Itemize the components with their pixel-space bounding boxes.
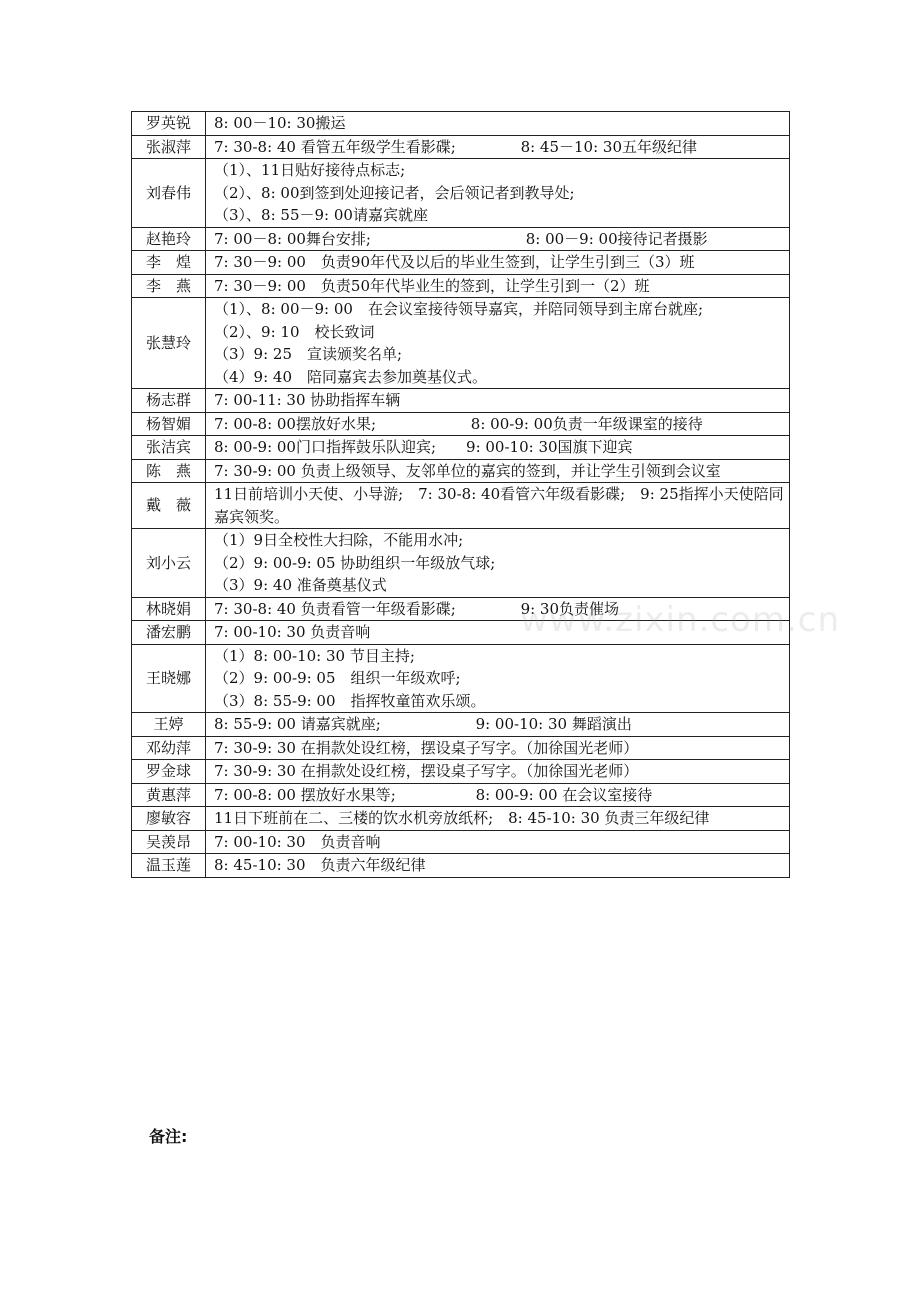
duty-line: （1）8: 00-10: 30 节目主持; [214,646,415,665]
duty-line: （1）、8: 00－9: 00 在会议室接待领导嘉宾，并陪同领导到主席台就座; [214,300,704,318]
duty-table-body [132,112,790,878]
person-name: 张慧玲 [132,298,206,389]
person-name: 李 煌 [132,251,206,275]
duty-cell [206,227,790,251]
table-row [132,597,790,621]
person-name: 罗英锐 [132,112,206,136]
duty-line: （2）9: 00-9: 05 协助组织一年级放气球; [214,553,496,572]
duty-cell [206,251,790,275]
person-name: 杨志群 [132,389,206,413]
duty-line: 8: 55-9: 00 请嘉宾就座; 9: 00-10: 30 舞蹈演出 [214,715,632,733]
table-row [132,783,790,807]
duty-line: 7: 30-9: 00 负责上级领导、友邻单位的嘉宾的签到，并让学生引领到会议室 [214,461,721,480]
note-label: 备注: [149,1127,188,1146]
person-name: 王晓娜 [132,644,206,713]
duty-cell [206,597,790,621]
person-name: 张洁宾 [132,436,206,460]
person-name: 陈 燕 [132,459,206,483]
duty-cell [206,644,790,713]
duty-line: （2）9: 00-9: 05 组织一年级欢呼; [214,669,461,687]
table-row [132,135,790,159]
table-row [132,459,790,483]
duty-cell [206,389,790,413]
duty-line: 8: 00-9: 00门口指挥鼓乐队迎宾; 9: 00-10: 30国旗下迎宾 [214,438,633,456]
duty-line: 7: 00-11: 30 协助指挥车辆 [214,391,401,409]
table-row [132,854,790,878]
duty-line: （1）9日全校性大扫除，不能用水冲; [214,531,464,549]
duty-cell [206,529,790,598]
table-row [132,227,790,251]
duty-line: 7: 00-10: 30 负责音响 [214,623,371,641]
table-row [132,412,790,436]
duty-line: 7: 30-8: 40 负责看管一年级看影碟; 9: 30负责催场 [214,599,620,618]
table-row [132,713,790,737]
duty-line: （1）、11日贴好接待点标志; [214,161,406,179]
duty-cell [206,436,790,460]
table-row [132,112,790,136]
duty-line: 7: 30－9: 00 负责50年代毕业生的签到，让学生引到一（2）班 [214,276,650,295]
duty-cell [206,854,790,878]
table-row [132,529,790,598]
duty-cell [206,483,790,529]
duty-line: （3）9: 25 宣读颁奖名单; [214,345,403,363]
duty-cell [206,736,790,760]
table-row [132,621,790,645]
person-name: 赵艳玲 [132,227,206,251]
table-row [132,736,790,760]
person-name: 刘春伟 [132,159,206,228]
person-name: 邓幼萍 [132,736,206,760]
duty-cell [206,783,790,807]
table-row [132,274,790,298]
duty-line: （4）9: 40 陪同嘉宾去参加奠基仪式。 [214,367,487,386]
duty-cell [206,412,790,436]
table-row [132,436,790,460]
person-name: 王婷 [132,713,206,737]
duty-line: 7: 30-9: 30 在捐款处设红榜，摆设桌子写字。（加徐国光老师） [214,738,639,757]
duty-cell [206,459,790,483]
duty-cell [206,274,790,298]
duty-cell [206,621,790,645]
person-name: 林晓娟 [132,597,206,621]
duty-line: 8: 45-10: 30 负责六年级纪律 [214,856,426,874]
person-name: 李 燕 [132,274,206,298]
duty-line: （2）、8: 00到签到处迎接记者，会后领记者到教导处; [214,183,575,202]
duty-line: 7: 00－8: 00舞台安排; 8: 00－9: 00接待记者摄影 [214,229,708,248]
duty-cell [206,760,790,784]
table-row [132,251,790,275]
duty-line: 11日下班前在二、三楼的饮水机旁放纸杯; 8: 45-10: 30 负责三年级纪律 [214,809,710,827]
person-name: 黄惠萍 [132,783,206,807]
duty-table [131,111,790,878]
table-row [132,298,790,389]
person-name: 杨智媚 [132,412,206,436]
duty-line: 11日前培训小天使、小导游; 7: 30-8: 40看管六年级看影碟; 9: 25指挥小天使陪同嘉宾领奖。 [214,485,784,526]
duty-line: 7: 00-10: 30 负责音响 [214,832,381,851]
duty-line: 7: 30－9: 00 负责90年代及以后的毕业生签到，让学生引到三（3）班 [214,253,695,271]
duty-line: 7: 00-8: 00摆放好水果; 8: 00-9: 00负责一年级课室的接待 [214,414,703,433]
duty-line: （3）、8: 55－9: 00请嘉宾就座 [214,206,428,224]
table-row [132,483,790,529]
table-row [132,807,790,831]
person-name: 戴 薇 [132,483,206,529]
table-row [132,830,790,854]
table-row [132,760,790,784]
duty-line: 7: 00-8: 00 摆放好水果等; 8: 00-9: 00 在会议室接待 [214,785,653,804]
duty-line: （2）、9: 10 校长致词 [214,322,375,341]
person-name: 潘宏鹏 [132,621,206,645]
duty-line: （3）8: 55-9: 00 指挥牧童笛欢乐颂。 [214,691,486,710]
duty-cell [206,807,790,831]
person-name: 张淑萍 [132,135,206,159]
person-name: 刘小云 [132,529,206,598]
table-row [132,389,790,413]
duty-cell [206,135,790,159]
watermark: www.zixin.com.cn [520,600,840,640]
duty-cell [206,713,790,737]
table-row [132,159,790,228]
table-row [132,644,790,713]
person-name: 温玉莲 [132,854,206,878]
duty-cell [206,112,790,136]
duty-cell [206,298,790,389]
duty-line: 7: 30-8: 40 看管五年级学生看影碟; 8: 45－10: 30五年级纪律 [214,137,698,156]
person-name: 罗金球 [132,760,206,784]
duty-line: 8: 00－10: 30搬运 [214,114,346,132]
person-name: 吴羡昂 [132,830,206,854]
duty-line: （3）9: 40 准备奠基仪式 [214,576,387,594]
duty-cell [206,159,790,228]
person-name: 廖敏容 [132,807,206,831]
duty-cell [206,830,790,854]
duty-line: 7: 30-9: 30 在捐款处设红榜，摆设桌子写字。（加徐国光老师） [214,762,639,780]
